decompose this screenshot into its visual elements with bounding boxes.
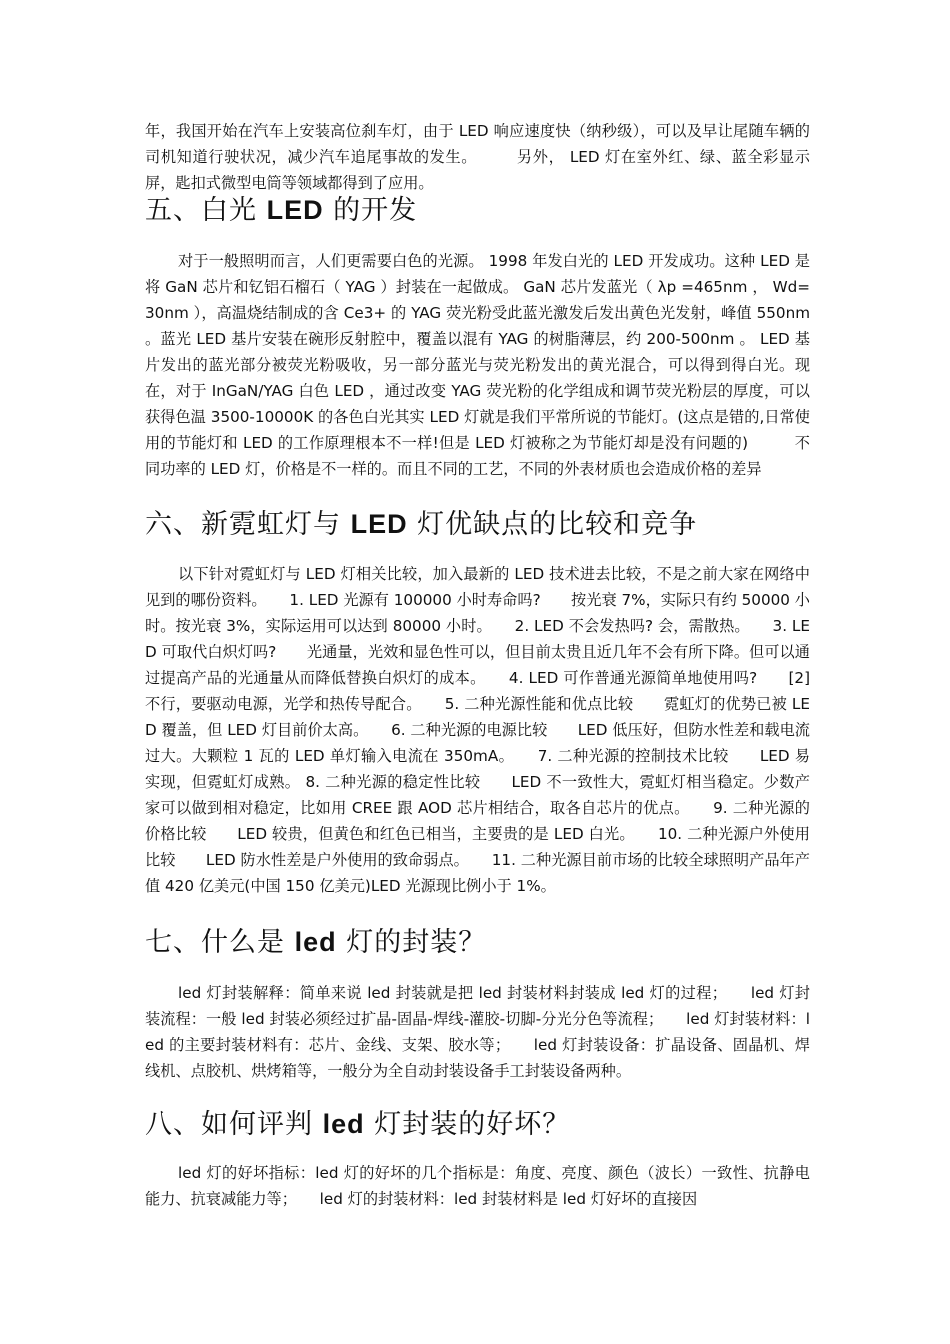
section-7-paragraph: led 灯封装解释：简单来说 led 封装就是把 led 封装材料封装成 led 灯的过程； led 灯封装流程：一般 led 封装必须经过扩晶-固晶-焊线-灌胶-切脚-分光分色等流程； led 灯封装材料：led 的主要封装材料有：芯片、金线、支架、胶水等； led 灯封装设备：扩晶设备、固晶机、焊线机、点胶机、烘烤箱等，一般分为全自动封装设备手工封装设备两种。 xyxy=(145,984,810,1080)
section-heading-6 xyxy=(145,506,810,543)
section-6-paragraph: 以下针对霓虹灯与 LED 灯相关比较，加入最新的 LED 技术进去比较，不是之前大家在网络中见到的哪份资料。 1. LED 光源有 100000 小时寿命吗? 按光衰 7%，实际只有约 50000 小时。按光衰 3%，实际运用可以达到 80000 小时。 2. LED 不会发热吗? 会，需散热。 3. LED 可取代白炽灯吗? 光通量，光效和显色性可以，但目前太贵且近几年不会有所下降。但可以通过提高产品的光通量从而降低替换白炽灯的成本。 4. LED 可作普通光源简单地使用吗? [2] 不行，要驱动电源，光学和热传导配合。 5. 二种光源性能和优点比较 霓虹灯的优势已被 LED 覆盖，但 LED 灯目前价太高。 6. 二种光源的电源比较 LED 低压好，但防水性差和载电流过大。大颗粒 1 瓦的 LED 单灯输入电流在 350mA。 7. 二种光源的控制技术比较 LED 易实现，但霓虹灯成熟。 8. 二种光源的稳定性比较 LED 不一致性大，霓虹灯相当稳定。少数产家可以做到相对稳定，比如用 CREE 跟 AOD 芯片相结合，取各自芯片的优点。 9. 二种光源的价格比较 LED 较贵，但黄色和红色已相当，主要贵的是 LED 白光。 10. 二种光源户外使用比较 LED 防水性差是户外使用的致命弱点。 11. 二种光源目前市场的比较全球照明产品年产值 420 亿美元(中国 150 亿美元)LED 光源现比例小于 1%。 xyxy=(145,565,826,895)
heading-8-pre: 八、如何评判 xyxy=(145,1109,323,1140)
section-8-paragraph: led 灯的好坏指标：led 灯的好坏的几个指标是：角度、亮度、颜色（波长）一致性、抗静电能力、抗衰减能力等； led 灯的封装材料：led 封装材料是 led 灯好坏的直接因 xyxy=(145,1164,810,1208)
heading-7-pre: 七、什么是 xyxy=(145,927,295,958)
heading-8-post: 灯封装的好坏？ xyxy=(364,1109,571,1140)
heading-6-pre: 六、新霓虹灯与 xyxy=(145,509,351,540)
heading-5-post: 的开发 xyxy=(323,195,418,226)
section-heading-8 xyxy=(145,1106,810,1143)
section-heading-5 xyxy=(145,192,810,229)
intro-paragraph: 年，我国开始在汽车上安装高位刹车灯，由于 LED 响应速度快（纳秒级），可以及早让尾随车辆的司机知道行驶状况，减少汽车追尾事故的发生。 另外， LED 灯在室外红、绿、蓝全彩显示屏，匙扣式微型电筒等领域都得到了应用。 xyxy=(145,122,810,192)
heading-7-latin: led xyxy=(294,927,337,957)
heading-5-pre: 五、白光 xyxy=(145,195,267,226)
heading-8-latin: led xyxy=(322,1109,365,1139)
section-5-paragraph: 对于一般照明而言，人们更需要白色的光源。 1998 年发白光的 LED 开发成功。这种 LED 是将 GaN 芯片和钇铝石榴石（ YAG ）封装在一起做成。 GaN 芯片发蓝光（ λp =465nm ， Wd=30nm ），高温烧结制成的含 Ce3+ 的 YAG 荧光粉受此蓝光激发后发出黄色光发射，峰值 550nm 。蓝光 LED 基片安装在碗形反射腔中，覆盖以混有 YAG 的树脂薄层，约 200-500nm 。 LED 基片发出的蓝光部分被荧光粉吸收，另一部分蓝光与荧光粉发出的黄光混合，可以得到得白光。现在，对于 InGaN/YAG 白色 LED ，通过改变 YAG 荧光粉的化学组成和调节荧光粉层的厚度，可以获得色温 3500-10000K 的各色白光其实 LED 灯就是我们平常所说的节能灯。(这点是错的,日常使用的节能灯和 LED 的工作原理根本不一样!但是 LED 灯被称之为节能灯却是没有问题的) 不同功率的 LED 灯，价格是不一样的。而且不同的工艺，不同的外表材质也会造成价格的差异 xyxy=(145,252,810,478)
heading-6-post: 灯优缺点的比较和竞争 xyxy=(407,509,698,540)
heading-6-latin: LED xyxy=(350,509,408,539)
heading-7-post: 灯的封装？ xyxy=(336,927,487,958)
section-heading-7 xyxy=(145,924,810,961)
heading-5-latin: LED xyxy=(266,195,324,225)
